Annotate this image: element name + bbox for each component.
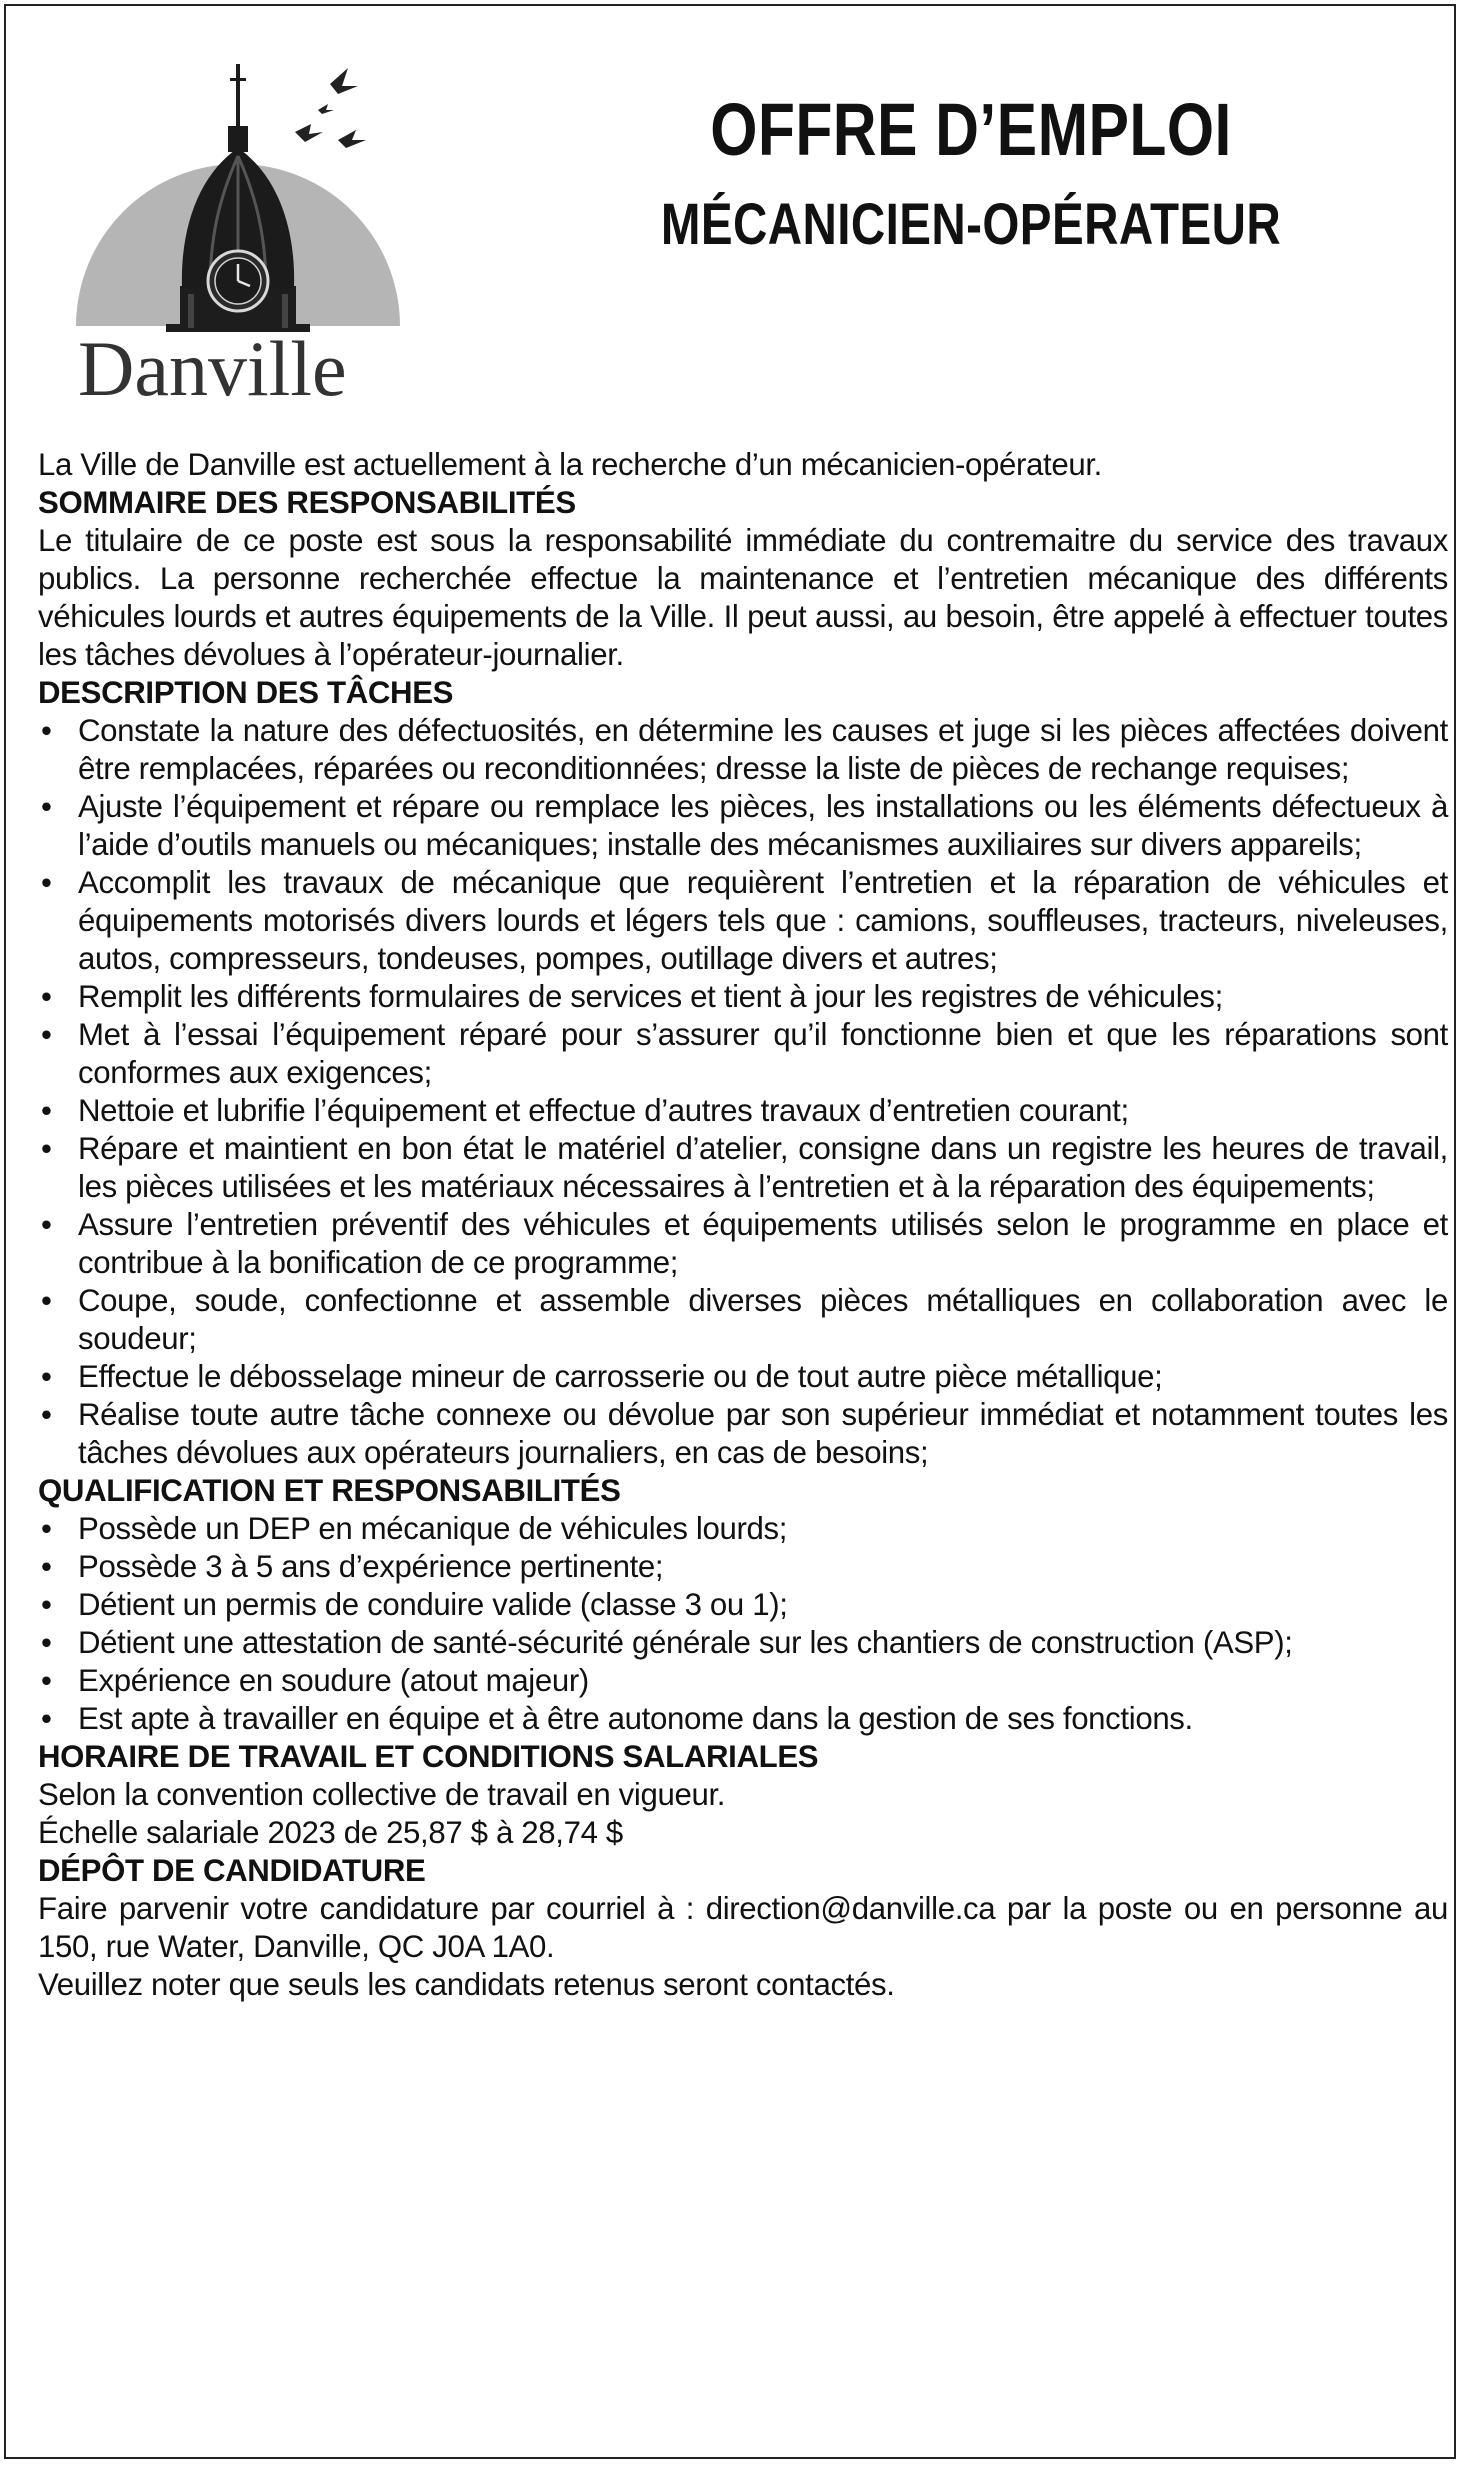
bullet-icon: • [41, 865, 52, 900]
job-title: MÉCANICIEN-OPÉRATEUR [660, 192, 1282, 257]
list-item: • Expérience en soudure (atout majeur) [41, 1663, 589, 1698]
list-item: • Remplit les différents formulaires de services et tient à jour les registres de véhicules; [41, 979, 1223, 1014]
salary-line: Échelle salariale 2023 de 25,87 $ à 28,74 $ [38, 1815, 623, 1850]
list-item: • Possède 3 à 5 ans d’expérience pertinente; [41, 1549, 664, 1584]
schedule-line: Selon la convention collective de travail en vigueur. [38, 1777, 726, 1812]
list-item: • Effectue le débosselage mineur de carrosserie ou de tout autre pièce métallique; [41, 1359, 1163, 1394]
job-posting-body [38, 446, 1448, 2004]
list-item: • Accomplit les travaux de mécanique que requièrent l’entretien et la réparation de véhicules et équipements motorisés divers lourds et légers tels que : camions, souffleuses, tracteurs, niveleuses, autos, compresseurs, tondeuses, pompes, outillage divers et autres; [41, 865, 1448, 976]
list-item: • Nettoie et lubrifie l’équipement et effectue d’autres travaux d’entretien courant; [41, 1093, 1129, 1128]
bullet-icon: • [41, 1625, 52, 1660]
list-item: • Assure l’entretien préventif des véhicules et équipements utilisés selon le programme en place et contribue à la bonification de ce programme; [41, 1207, 1448, 1280]
list-item: • Constate la nature des défectuosités, en détermine les causes et juge si les pièces affectées doivent être remplacées, réparées ou reconditionnées; dresse la liste de pièces de rechange requises; [41, 713, 1448, 786]
page-frame [4, 4, 1456, 2459]
bullet-icon: • [41, 1397, 52, 1432]
bullet-icon: • [41, 1587, 52, 1622]
schedule-heading: HORAIRE DE TRAVAIL ET CONDITIONS SALARIALES [38, 1739, 819, 1774]
qualifications-heading: QUALIFICATION ET RESPONSABILITÉS [38, 1473, 621, 1508]
qualifications-list [38, 1510, 1448, 1738]
bullet-icon: • [41, 713, 52, 748]
summary-text: Le titulaire de ce poste est sous la responsabilité immédiate du contremaitre du service des travaux publics. La personne recherchée effectue la maintenance et l’entretien mécanique des différents véhicules lourds et autres équipements de la Ville. Il peut aussi, au besoin, être appelé à effectuer toutes les tâches dévolues à l’opérateur-journalier. [38, 523, 1448, 672]
logo-wordmark: Danville [78, 325, 347, 412]
closing-note: Veuillez noter que seuls les candidats retenus seront contactés. [38, 1967, 895, 2002]
bullet-icon: • [41, 1701, 52, 1736]
bullet-icon: • [41, 1131, 52, 1166]
list-item: • Possède un DEP en mécanique de véhicules lourds; [41, 1511, 788, 1546]
list-item: • Détient un permis de conduire valide (classe 3 ou 1); [41, 1587, 788, 1622]
bullet-icon: • [41, 1207, 52, 1242]
bullet-icon: • [41, 979, 52, 1014]
bullet-icon: • [41, 1093, 52, 1128]
bullet-icon: • [41, 1283, 52, 1318]
list-item: • Est apte à travailler en équipe et à être autonome dans la gestion de ses fonctions. [41, 1701, 1193, 1736]
bullet-icon: • [41, 1359, 52, 1394]
application-text: Faire parvenir votre candidature par courriel à : direction@danville.ca par la poste ou en personne au 150, rue Water, Danville, QC J0A 1A0. [38, 1891, 1448, 1964]
bullet-icon: • [41, 1511, 52, 1546]
tasks-heading: DESCRIPTION DES TÂCHES [38, 675, 454, 710]
bullet-icon: • [41, 1549, 52, 1584]
summary-heading: SOMMAIRE DES RESPONSABILITÉS [38, 485, 576, 520]
list-item: • Ajuste l’équipement et répare ou remplace les pièces, les installations ou les éléments défectueux à l’aide d’outils manuels ou mécaniques; installe des mécanismes auxiliaires sur divers appareils; [41, 789, 1448, 862]
list-item: • Réalise toute autre tâche connexe ou dévolue par son supérieur immédiat et notamment toutes les tâches dévolues aux opérateurs journaliers, en cas de besoins; [41, 1397, 1448, 1470]
bullet-icon: • [41, 1663, 52, 1698]
intro-text: La Ville de Danville est actuellement à la recherche d’un mécanicien-opérateur. [38, 447, 1102, 482]
application-heading: DÉPÔT DE CANDIDATURE [38, 1853, 426, 1888]
danville-logo [70, 56, 410, 416]
bullet-icon: • [41, 789, 52, 824]
list-item: • Coupe, soude, confectionne et assemble diverses pièces métalliques en collaboration avec le soudeur; [41, 1283, 1448, 1356]
page-title: OFFRE D’EMPLOI [710, 88, 1232, 171]
tasks-list [38, 712, 1448, 1472]
list-item: • Détient une attestation de santé-sécurité générale sur les chantiers de construction (ASP); [41, 1625, 1293, 1660]
list-item: • Met à l’essai l’équipement réparé pour s’assurer qu’il fonctionne bien et que les réparations sont conformes aux exigences; [41, 1017, 1448, 1090]
list-item: • Répare et maintient en bon état le matériel d’atelier, consigne dans un registre les heures de travail, les pièces utilisées et les matériaux nécessaires à l’entretien et à la réparation des équipements; [41, 1131, 1448, 1204]
bullet-icon: • [41, 1017, 52, 1052]
